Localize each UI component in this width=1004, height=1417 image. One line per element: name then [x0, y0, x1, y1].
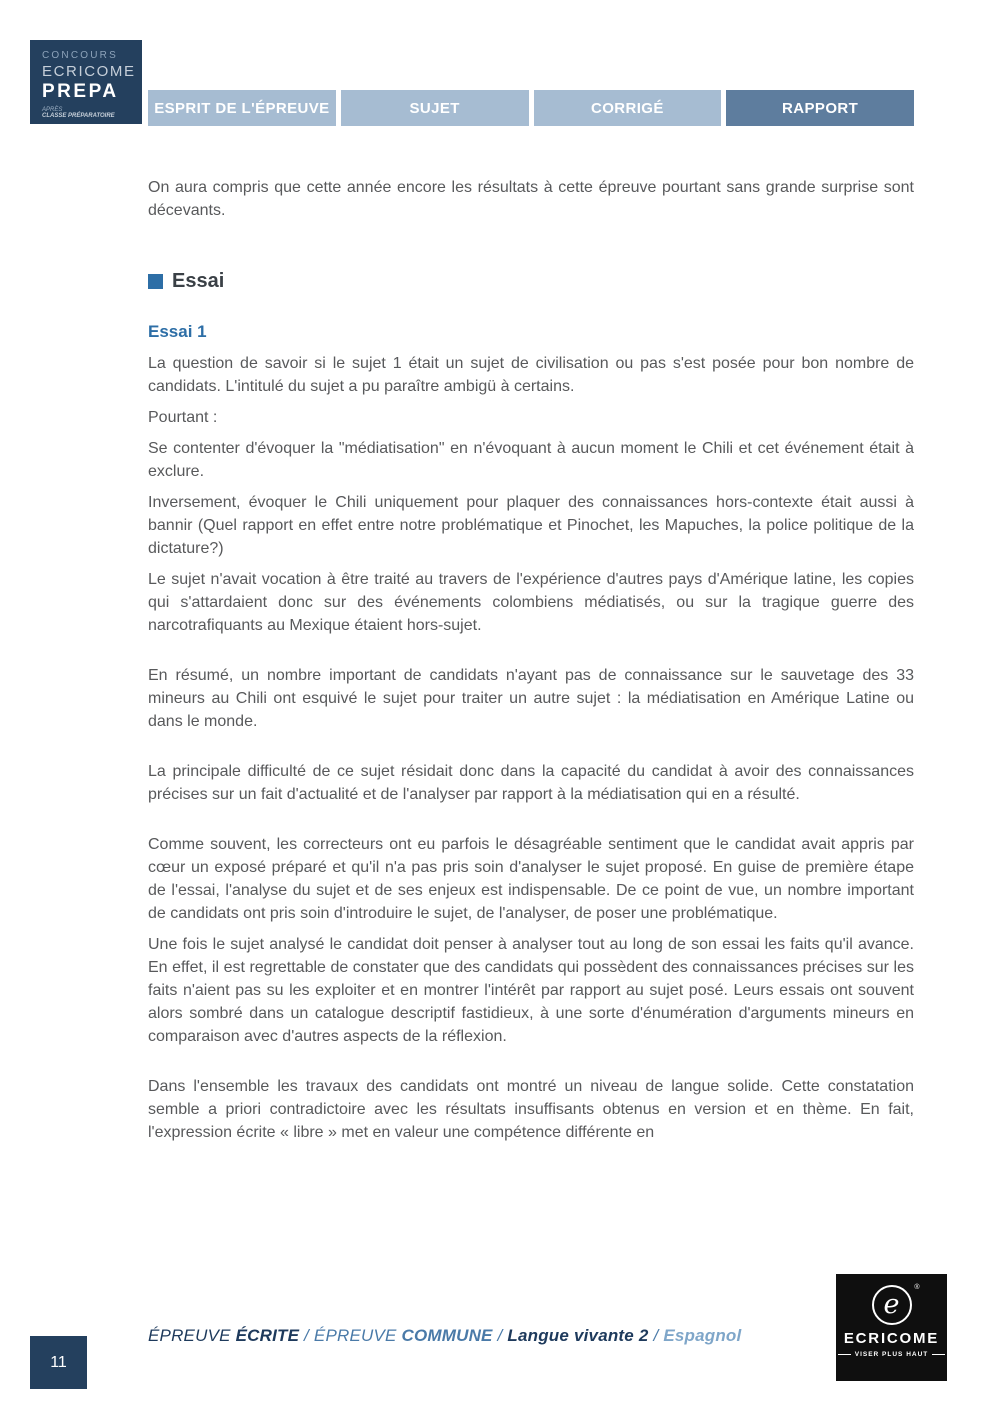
footer-segment: Langue vivante 2 — [507, 1326, 649, 1345]
footer-segment: ÉPREUVE — [313, 1326, 402, 1345]
tagline-rule-left — [838, 1354, 851, 1355]
intro-paragraph: On aura compris que cette année encore les résultats à cette épreuve pourtant sans grande surprise sont décevants. — [148, 179, 914, 219]
brand-tagline — [836, 1351, 947, 1358]
logo-subline-2: CLASSE PRÉPARATOIRE — [42, 113, 115, 119]
tab-esprit[interactable]: ESPRIT DE L'ÉPREUVE — [148, 90, 336, 126]
footer-segment: COMMUNE — [401, 1326, 493, 1345]
body-paragraph: Se contenter d'évoquer la "médiatisation" en n'évoquant à aucun moment le Chili et cet événement était à exclure. — [148, 440, 914, 480]
body-paragraph: Le sujet n'avait vocation à être traité au travers de l'expérience d'autres pays d'Amérique latine, les copies qui s'attardaient donc sur des événements colombiens médiatisés, ou sur la tragique guerre des narcotrafiquants au Mexique étaient hors-sujet. — [148, 571, 914, 634]
footer-segment: / — [648, 1326, 664, 1345]
monogram-letter: e — [883, 1289, 900, 1320]
footer-breadcrumb — [148, 1326, 741, 1346]
body-paragraph: Inversement, évoquer le Chili uniquement pour plaquer des connaissances hors-contexte était aussi à bannir (Quel rapport en effet entre notre problématique et Pinochet, les Mapuches, la police politique de la dictature?) — [148, 494, 914, 557]
logo-ecricome-text: ECRICOME — [42, 63, 136, 80]
tab-sujet[interactable]: SUJET — [341, 90, 529, 126]
section-bullet-icon — [148, 274, 163, 289]
footer-segment: ÉCRITE — [235, 1326, 300, 1345]
body-paragraph: En résumé, un nombre important de candidats n'ayant pas de connaissance sur le sauvetage des 33 mineurs au Chili ont esquivé le sujet pour traiter un autre sujet : la médiatisation en Amérique Latine ou dans le monde. — [148, 667, 914, 730]
ecricome-monogram-icon — [872, 1284, 920, 1325]
footer-segment: / — [492, 1326, 508, 1345]
report-content — [148, 176, 914, 1152]
tab-corrige[interactable]: CORRIGÉ — [534, 90, 722, 126]
section-title: Essai — [172, 270, 225, 292]
logo-concours-text: CONCOURS — [42, 50, 118, 61]
ecricome-prepa-logo — [30, 40, 142, 124]
section-heading — [148, 270, 914, 293]
footer-segment: Espagnol — [663, 1326, 742, 1345]
body-paragraph: Dans l'ensemble les travaux des candidats ont montré un niveau de langue solide. Cette constatation semble a priori contradictoire avec les résultats insuffisants obtenus en version et en thème. En fait, l'expression écrite « libre » met en valeur une compétence différente en — [148, 1078, 914, 1141]
tab-rapport[interactable]: RAPPORT — [726, 90, 914, 126]
brand-name: ECRICOME — [843, 1330, 940, 1347]
page-number: 11 — [30, 1336, 87, 1389]
subsection-title: Essai 1 — [148, 322, 207, 341]
tagline-text: VISER PLUS HAUT — [854, 1351, 929, 1358]
body-paragraph: La question de savoir si le sujet 1 était un sujet de civilisation ou pas s'est posée pour bon nombre de candidats. L'intitulé du sujet a pu paraître ambigü à certains. — [148, 355, 914, 395]
footer-segment: ÉPREUVE — [148, 1326, 236, 1345]
body-paragraph: La principale difficulté de ce sujet résidait donc dans la capacité du candidat à avoir des connaissances précises sur un fait d'actualité et de l'analyser par rapport à la médiatisation qui en a résulté. — [148, 763, 914, 803]
tagline-rule-right — [932, 1354, 945, 1355]
body-paragraph: Pourtant : — [148, 409, 218, 426]
body-paragraph: Comme souvent, les correcteurs ont eu parfois le désagréable sentiment que le candidat avait appris par cœur un exposé préparé et qu'il n'a pas pris soin d'analyser le sujet proposé. En guise de première étape de l'essai, l'analyse du sujet et de ses enjeux est indispensable. De ce point de vue, un nombre important de candidats ont pris soin d'introduire le sujet, de l'analyser, de poser une problématique. — [148, 836, 914, 922]
logo-subline-1: APRÈS — [42, 107, 63, 113]
body-paragraph: Une fois le sujet analysé le candidat doit penser à analyser tout au long de son essai les faits qu'il avance. En effet, il est regrettable de constater que des candidats qui possèdent des connaissances précises sur les faits n'aient pas su les exploiter et en montrer l'intérêt par rapport au sujet posé. Leurs essais ont souvent alors sombré dans un catalogue descriptif fastidieux, à une sorte d'énumération d'arguments mineurs en comparaison avec d'autres aspects de la réflexion. — [148, 936, 914, 1045]
tab-bar — [148, 90, 914, 126]
registered-mark: ® — [914, 1284, 920, 1291]
paragraphs — [148, 352, 914, 1144]
ecricome-logo — [836, 1274, 947, 1381]
footer-segment: / — [299, 1326, 314, 1345]
logo-prepa-text: PREPA — [42, 81, 119, 102]
